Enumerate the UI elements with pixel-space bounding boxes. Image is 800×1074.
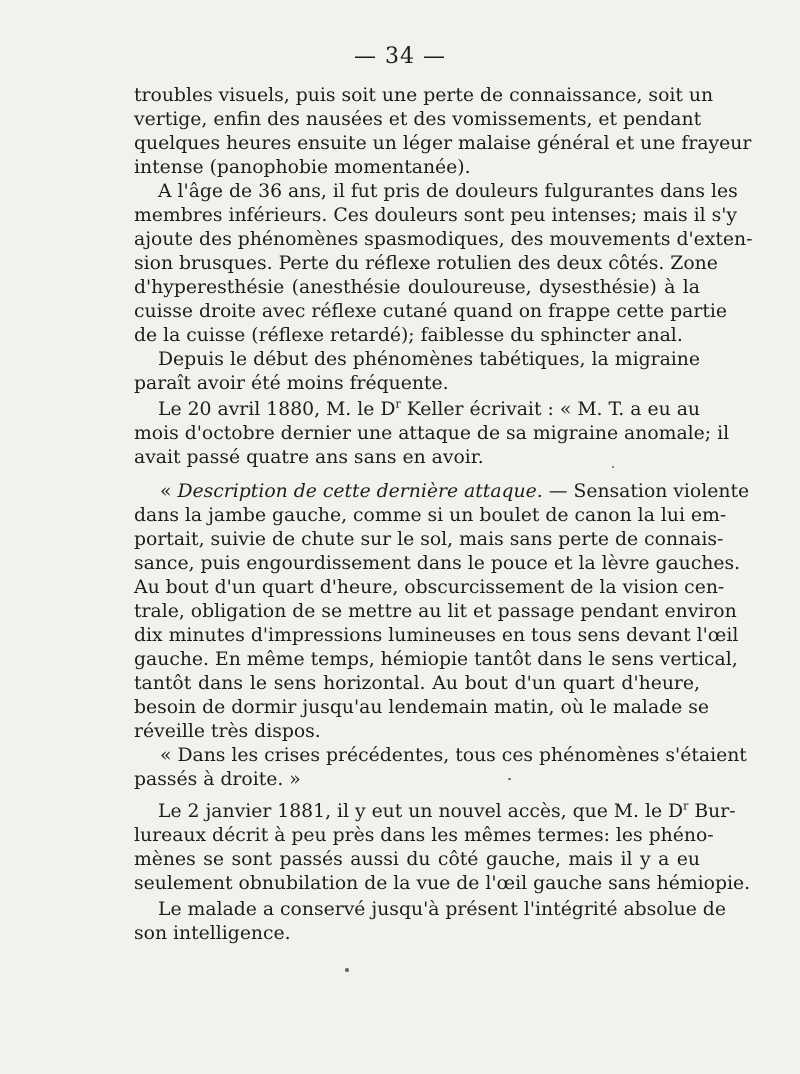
text-line: besoin de dormir jusqu'au lendemain matin, où le malade se [134,697,710,718]
text-line [160,480,750,504]
superscript: r [683,799,689,813]
text-line: lureaux décrit à peu près dans les mêmes termes: les phéno- [134,825,714,846]
text-line: cuisse droite avec réflexe cutané quand on frappe cette partie [134,301,728,322]
text-line: avait passé quatre ans sans en avoir. [134,447,484,468]
text-line: mènes se sont passés aussi du côté gauche, mais il y a eu [134,849,700,870]
text-line: Le malade a conservé jusqu'à présent l'intégrité absolue de [158,899,726,920]
text-line: « Dans les crises précédentes, tous ces phénomènes s'étaient [160,745,747,766]
scan-speck [612,466,614,468]
text-line: quelques heures ensuite un léger malaise général et une frayeur [134,133,752,154]
text-line: ajoute des phénomènes spasmodiques, des mouvements d'exten- [134,229,753,250]
text-fragment: Bur- [688,801,736,822]
text-fragment: — Sensation violente [542,481,750,502]
text-line: de la cuisse (réflexe retardé); faiblesse du sphincter anal. [134,325,683,346]
text-line: Depuis le début des phénomènes tabétiques, la migraine [158,349,700,370]
text-line: mois d'octobre dernier une attaque de sa migraine anomale; il [134,423,730,444]
text-line: paraît avoir été moins fréquente. [134,373,449,394]
text-line: dans la jambe gauche, comme si un boulet de canon la lui em- [134,505,727,526]
text-line: sance, puis engourdissement dans le pouce et la lèvre gauches. [134,553,741,574]
text-line: passés à droite. » [134,769,301,790]
text-line: A l'âge de 36 ans, il fut pris de douleurs fulgurantes dans les [158,181,738,202]
text-line: vertige, enfin des nausées et des vomissements, et pendant [134,109,702,130]
text-line: portait, suivie de chute sur le sol, mais sans perte de connais- [134,529,724,550]
text-line: trale, obligation de se mettre au lit et passage pendant environ [134,601,737,622]
text-fragment: Keller écrivait : « M. T. a eu au [400,399,700,420]
text-line: réveille très dispos. [134,721,321,742]
text-line: son intelligence. [134,923,291,944]
text-line: dix minutes d'impressions lumineuses en tous sens devant l'œil [134,625,739,646]
text-line: d'hyperesthésie (anesthésie douloureuse, dysesthésie) à la [134,277,700,298]
scan-speck [508,778,511,780]
text-line: gauche. En même temps, hémiopie tantôt dans le sens vertical, [134,649,738,670]
text-line: tantôt dans le sens horizontal. Au bout d'un quart d'heure, [134,673,700,694]
text-line: sion brusques. Perte du réflexe rotulien des deux côtés. Zone [134,253,718,274]
italic-heading: Description de cette dernière attaque. [177,481,543,502]
text-line [158,398,700,422]
superscript: r [395,397,401,411]
scan-speck [345,968,349,972]
text-line [158,799,736,824]
text-line: Au bout d'un quart d'heure, obscurcissement de la vision cen- [134,577,725,598]
text-line: membres inférieurs. Ces douleurs sont peu intenses; mais il s'y [134,205,738,226]
text-line: troubles visuels, puis soit une perte de connaissance, soit un [134,85,714,106]
text-line: seulement obnubilation de la vue de l'œil gauche sans hémiopie. [134,873,751,894]
page-number: — 34 — [354,44,446,69]
text-fragment: Le 20 avril 1880, M. le D [158,399,396,420]
text-fragment: Le 2 janvier 1881, il y eut un nouvel accès, que M. le D [158,801,684,822]
text-line: intense (panophobie momentanée). [134,157,471,178]
quote-mark: « [160,481,178,502]
